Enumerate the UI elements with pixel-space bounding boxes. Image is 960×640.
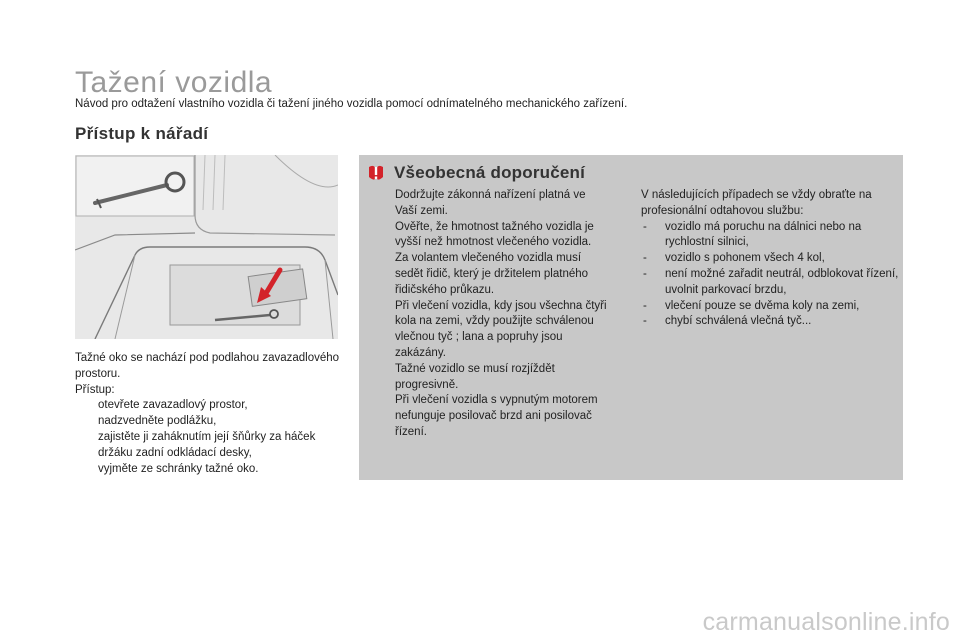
steps-list: [75, 398, 345, 477]
list-item: - vlečení pouze se dvěma koly na zemi,: [643, 299, 860, 312]
paragraph: Dodržujte zákonná nařízení platná ve Vaší zemi.: [395, 189, 586, 217]
cases-intro: V následujících případech se vždy obraťte na profesionální odtahovou službu:: [641, 189, 872, 217]
trunk-illustration: [75, 155, 338, 339]
list-item: - není možné zařadit neutrál, odblokovat řízení, uvolnit parkovací brzdu,: [643, 267, 899, 296]
access-instructions: [75, 351, 345, 477]
list-item: - vozidlo má poruchu na dálnici nebo na rychlostní silnici,: [643, 220, 862, 249]
list-item: nadzvedněte podlážku,: [98, 415, 217, 428]
box-title: Všeobecná doporučení: [394, 163, 586, 182]
paragraph: Tažné vozidlo se musí rozjíždět progresivně.: [395, 362, 555, 391]
recommendations-right: [641, 188, 901, 330]
list-item: - vozidlo s pohonem všech 4 kol,: [643, 252, 825, 265]
list-item: otevřete zavazadlový prostor,: [98, 399, 248, 412]
page-subtitle: Návod pro odtažení vlastního vozidla či tažení jiného vozidla pomocí odnímatelného mechanického zařízení.: [75, 98, 628, 110]
access-label: Přístup:: [75, 383, 115, 396]
watermark: carmanualsonline.info: [702, 608, 950, 636]
paragraph: Při vlečení vozidla, kdy jsou všechna čtyři kola na zemi, vždy použijte schválenou vlečnou tyč ; lana a popruhy jsou zakázány.: [395, 299, 607, 359]
list-item: vyjměte ze schránky tažné oko.: [98, 462, 259, 475]
cases-list: [641, 220, 901, 331]
section-title: Přístup k nářadí: [75, 124, 209, 143]
list-item: - chybí schválená vlečná tyč...: [643, 315, 812, 328]
warning-icon: [367, 163, 385, 183]
recommendations-left: [395, 188, 610, 441]
paragraph: Za volantem vlečeného vozidla musí sedět řidič, který je držitelem platného řidičského průkazu.: [395, 252, 589, 296]
paragraph: Při vlečení vozidla s vypnutým motorem nefunguje posilovač brzd ani posilovač řízení.: [395, 394, 598, 438]
trunk-photo: [75, 155, 338, 339]
list-item: zajistěte ji zaháknutím její šňůrky za háček držáku zadní odkládací desky,: [98, 430, 316, 459]
intro-text: Tažné oko se nachází pod podlahou zavazadlového prostoru.: [75, 352, 340, 380]
page-title: Tažení vozidla: [75, 66, 273, 99]
paragraph: Ověřte, že hmotnost tažného vozidla je vyšší než hmotnost vlečeného vozidla.: [395, 220, 594, 249]
